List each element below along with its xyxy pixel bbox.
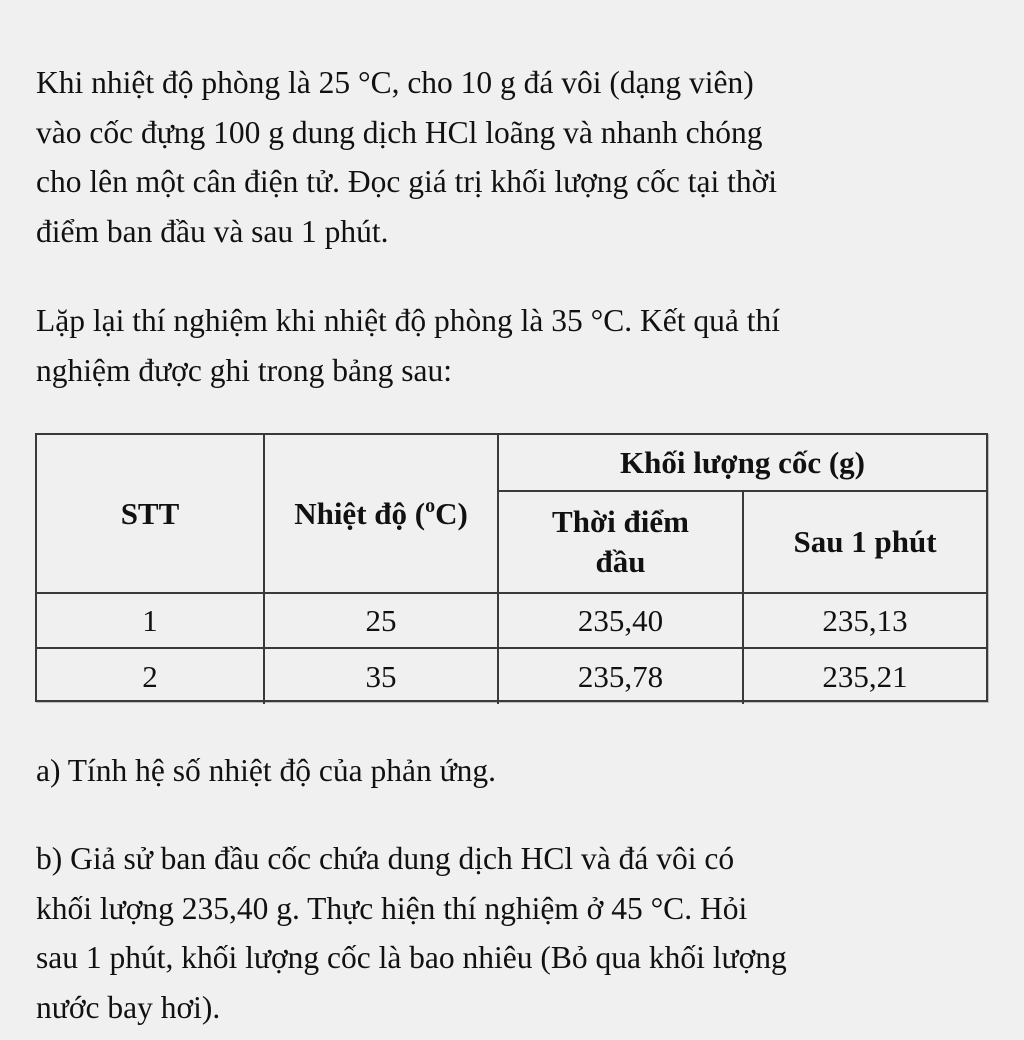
results-table	[35, 433, 988, 702]
header-stt: STT	[37, 435, 265, 594]
repeat-line: Lặp lại thí nghiệm khi nhiệt độ phòng là 35 °C. Kết quả thí	[36, 303, 780, 338]
results-table-grid	[37, 435, 986, 704]
intro-line: Khi nhiệt độ phòng là 25 °C, cho 10 g đá vôi (dạng viên)	[36, 65, 754, 100]
question-b-line: sau 1 phút, khối lượng cốc là bao nhiêu (Bỏ qua khối lượng	[36, 940, 787, 975]
question-b-line: b) Giả sử ban đầu cốc chứa dung dịch HCl và đá vôi có	[36, 841, 735, 876]
cell-after-mass: 235,13	[744, 594, 986, 649]
cell-after-mass: 235,21	[822, 658, 908, 694]
question-b-line: nước bay hơi).	[36, 989, 221, 1025]
intro-line: điểm ban đầu và sau 1 phút.	[36, 213, 389, 249]
cell-temperature: 25	[265, 594, 499, 649]
intro-line: vào cốc đựng 100 g dung dịch HCl loãng và nhanh chóng	[36, 114, 763, 150]
intro-line: cho lên một cân điện tử. Đọc giá trị khối lượng cốc tại thời	[36, 164, 778, 199]
header-initial-line2: đầu	[595, 544, 646, 579]
intro-paragraph	[36, 58, 996, 256]
repeat-paragraph	[36, 296, 996, 395]
header-initial-line1: Thời điểm	[552, 504, 689, 539]
table-row	[37, 594, 986, 649]
question-a-line: a) Tính hệ số nhiệt độ của phản ứng.	[36, 753, 497, 788]
table-row	[37, 649, 986, 704]
header-row-top	[37, 435, 986, 492]
header-temperature-prefix: Nhiệt độ (	[294, 495, 426, 531]
cell-initial-mass: 235,78	[499, 649, 744, 704]
cell-initial-mass: 235,40	[499, 594, 744, 649]
header-temperature-degree: o	[425, 494, 436, 517]
header-temperature-suffix: C)	[435, 495, 468, 531]
header-temperature	[265, 435, 499, 594]
cell-stt: 2	[37, 649, 265, 704]
question-b-line: khối lượng 235,40 g. Thực hiện thí nghiệm ở 45 °C. Hỏi	[36, 890, 748, 926]
header-after: Sau 1 phút	[744, 492, 986, 594]
question-a	[36, 746, 996, 796]
repeat-line: nghiệm được ghi trong bảng sau:	[36, 352, 453, 388]
cell-stt: 1	[37, 594, 265, 649]
header-initial	[499, 492, 744, 594]
header-mass-group: Khối lượng cốc (g)	[499, 435, 986, 492]
question-b	[36, 834, 996, 1032]
cell-temperature: 35	[265, 649, 499, 704]
